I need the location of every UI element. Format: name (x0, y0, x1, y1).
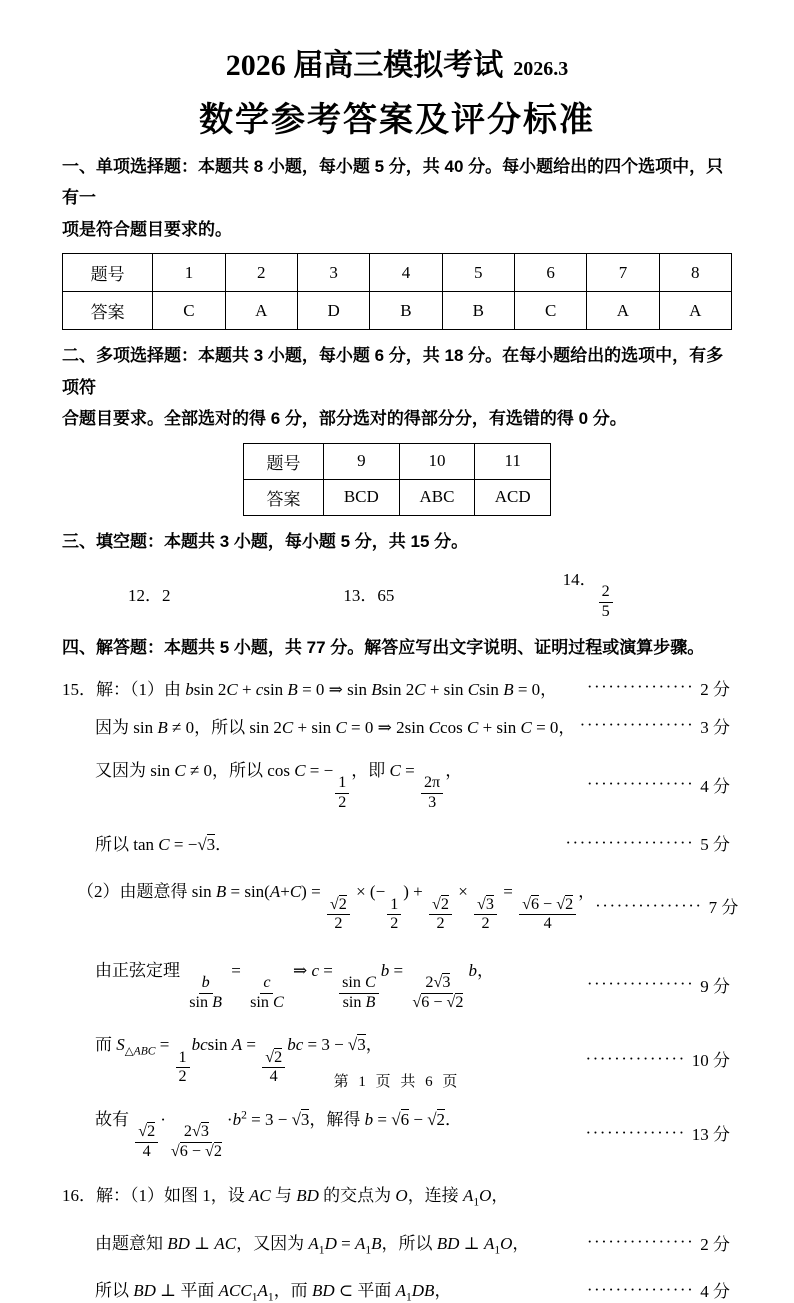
multi-choice-table (243, 443, 551, 516)
section-1-line-1: 一、单项选择题：本题共 8 小题，每小题 5 分，共 40 分。每小题给出的四个选项中，只有一 (62, 157, 724, 208)
solution-text: 而 $S_{\triangle ABC}$ = $\frac{1}{2}$ bcsin A = $\frac{√2}{4}$ bc = 3 − √3， (95, 1035, 383, 1086)
score-label: 7 分 (708, 898, 739, 918)
solution-text: 所以 BD ⊥ 平面 $ACC_1A_1$，而 BD ⊂ 平面 $A_1DB$， (95, 1281, 452, 1303)
qnum-cell: 11 (475, 443, 551, 479)
answer-cell: C (153, 292, 225, 330)
dot-leader: ················ (579, 715, 695, 735)
solution-text: 因为 sin B ≠ 0，所以 sin 2C + sin C = 0 ⇒ 2sin Ccos C + sin C = 0， (95, 717, 576, 737)
score-label: 13 分 (691, 1125, 730, 1145)
section-4-line-1: 四、解答题：本题共 5 小题，共 77 分。解答应写出文字说明、证明过程或演算步骤。 (62, 637, 705, 657)
qnum-cell: 1 (153, 254, 225, 292)
exam-title-text: 2026 届高三模拟考试 (225, 49, 504, 82)
qnum-cell: 8 (659, 254, 731, 292)
score-label: 10 分 (691, 1051, 730, 1071)
score-label: 5 分 (700, 835, 730, 855)
dot-leader: ··············· (586, 974, 695, 994)
qnum-cell: 4 (370, 254, 442, 292)
dot-leader: ··············· (586, 1232, 695, 1252)
fill-blank-answers (62, 565, 732, 621)
answer-14-label: 14． (562, 570, 597, 590)
solution-text: 由正弦定理 $\frac{b}{\text{sin B}}$ = $\frac{c}{\text{sin C}}$ ⇒ c = $\frac{\text{sin C}}{\text{sin B}}$ b = $\frac{2√3}{√6 - √2}$ b， (95, 960, 494, 1011)
solution-line (95, 956, 730, 1012)
table-row (63, 292, 732, 330)
qnum-cell: 7 (587, 254, 659, 292)
score-label: 3 分 (700, 717, 730, 737)
answer-cell: B (370, 292, 442, 330)
solution-text: 又因为 sin C ≠ 0，所以 cos C = − $\frac{1}{2}$ ，即 C = $\frac{2\pi}{3}$ ， (95, 760, 463, 811)
solution-text: 所以 tan C = −√3． (95, 835, 233, 855)
solution-line (95, 1105, 730, 1161)
solution-line (95, 713, 730, 738)
answer-14 (509, 565, 732, 621)
solution-line (95, 756, 730, 812)
score-label: 9 分 (700, 976, 730, 996)
qnum-cell: 10 (399, 443, 475, 479)
score-label: 4 分 (700, 776, 730, 796)
answer-cell: C (514, 292, 586, 330)
solution-line (77, 877, 739, 933)
dot-leader: ··············· (595, 895, 703, 915)
page-footer: 第 1 页 共 6 页 (333, 1074, 461, 1090)
solution-line (95, 1229, 730, 1256)
answer-12: 12．2 (128, 585, 171, 605)
qnum-cell: 2 (225, 254, 297, 292)
answer-cell: B (442, 292, 514, 330)
score-label: 2 分 (700, 679, 730, 699)
score-label: 4 分 (700, 1282, 730, 1302)
page-title: 数学参考答案及评分标准 (199, 102, 595, 139)
solution-text: 由题意知 BD ⊥ AC，又因为 $A_1D = A_1B$，所以 BD ⊥ $A_1O$， (95, 1233, 530, 1256)
section-4-header (62, 632, 732, 663)
dot-leader: ··············· (586, 677, 695, 697)
answer-cell: A (225, 292, 297, 330)
dot-leader: ·············· (585, 1048, 686, 1068)
section-2-line-1: 二、多项选择题：本题共 3 小题，每小题 6 分，共 18 分。在每小题给出的选项中，有多项符 (62, 346, 724, 397)
dot-leader: ··············· (586, 774, 695, 794)
section-3-header (62, 526, 732, 557)
dot-leader: ·············· (585, 1122, 686, 1142)
solution-text: 故有 $\frac{√2}{4}$ · $\frac{2√3}{√6 - √2}$ $\cdot b^2 = 3 - √3$，解得 b = √6 − √2． (95, 1108, 463, 1160)
qnum-cell: 5 (442, 254, 514, 292)
answer-header-cell: 答案 (63, 292, 153, 330)
qnum-header-cell: 题号 (63, 254, 153, 292)
answer-14-value: $\frac{2}{5}$ (597, 570, 615, 589)
exam-date: 2026.3 (513, 58, 569, 80)
answer-13: 13．65 (343, 585, 395, 605)
single-choice-table (62, 253, 732, 330)
table-row (244, 443, 551, 479)
section-1-header (62, 151, 732, 245)
dot-leader: ··············· (586, 1279, 695, 1299)
solution-line (62, 675, 730, 700)
section-1-line-2: 项是符合题目要求的。 (62, 219, 232, 239)
answer-cell: ABC (399, 479, 475, 515)
solution-line (95, 830, 730, 855)
score-label: 2 分 (700, 1234, 730, 1254)
exam-title (62, 40, 732, 84)
solution-text: 16．解：（1）如图 1，设 AC 与 BD 的交点为 O，连接 $A_1O$， (62, 1186, 509, 1209)
table-row (63, 254, 732, 292)
qnum-cell: 9 (324, 443, 400, 479)
answer-cell: A (587, 292, 659, 330)
answer-cell: BCD (324, 479, 400, 515)
qnum-cell: 6 (514, 254, 586, 292)
section-3-line-1: 三、填空题：本题共 3 小题，每小题 5 分，共 15 分。 (62, 531, 469, 551)
answer-header-cell: 答案 (244, 479, 324, 515)
dot-leader: ·················· (565, 832, 695, 852)
solution-16 (62, 1181, 732, 1303)
solution-text: 15．解：（1）由 bsin 2C + csin B = 0 ⇒ sin Bsin 2C + sin Csin B = 0， (62, 679, 558, 699)
answer-cell: ACD (475, 479, 551, 515)
qnum-header-cell: 题号 (244, 443, 324, 479)
solution-text: （2）由题意得 sin B = sin(A+C) = $\frac{√2}{2}$ × (− $\frac{1}{2}$ ) + $\frac{√2}{2}$ × $\frac{√3}{2}$ = $\frac{√6 - √2}{4}$ ， (77, 882, 596, 933)
qnum-cell: 3 (297, 254, 369, 292)
solution-line (95, 1276, 730, 1303)
answer-cell: D (297, 292, 369, 330)
solution-line (62, 1181, 730, 1208)
answer-cell: A (659, 292, 731, 330)
section-2-header (62, 340, 732, 434)
section-2-line-2: 合题目要求。全部选对的得 6 分，部分选对的得部分分，有选错的得 0 分。 (62, 409, 627, 429)
table-row (244, 479, 551, 515)
